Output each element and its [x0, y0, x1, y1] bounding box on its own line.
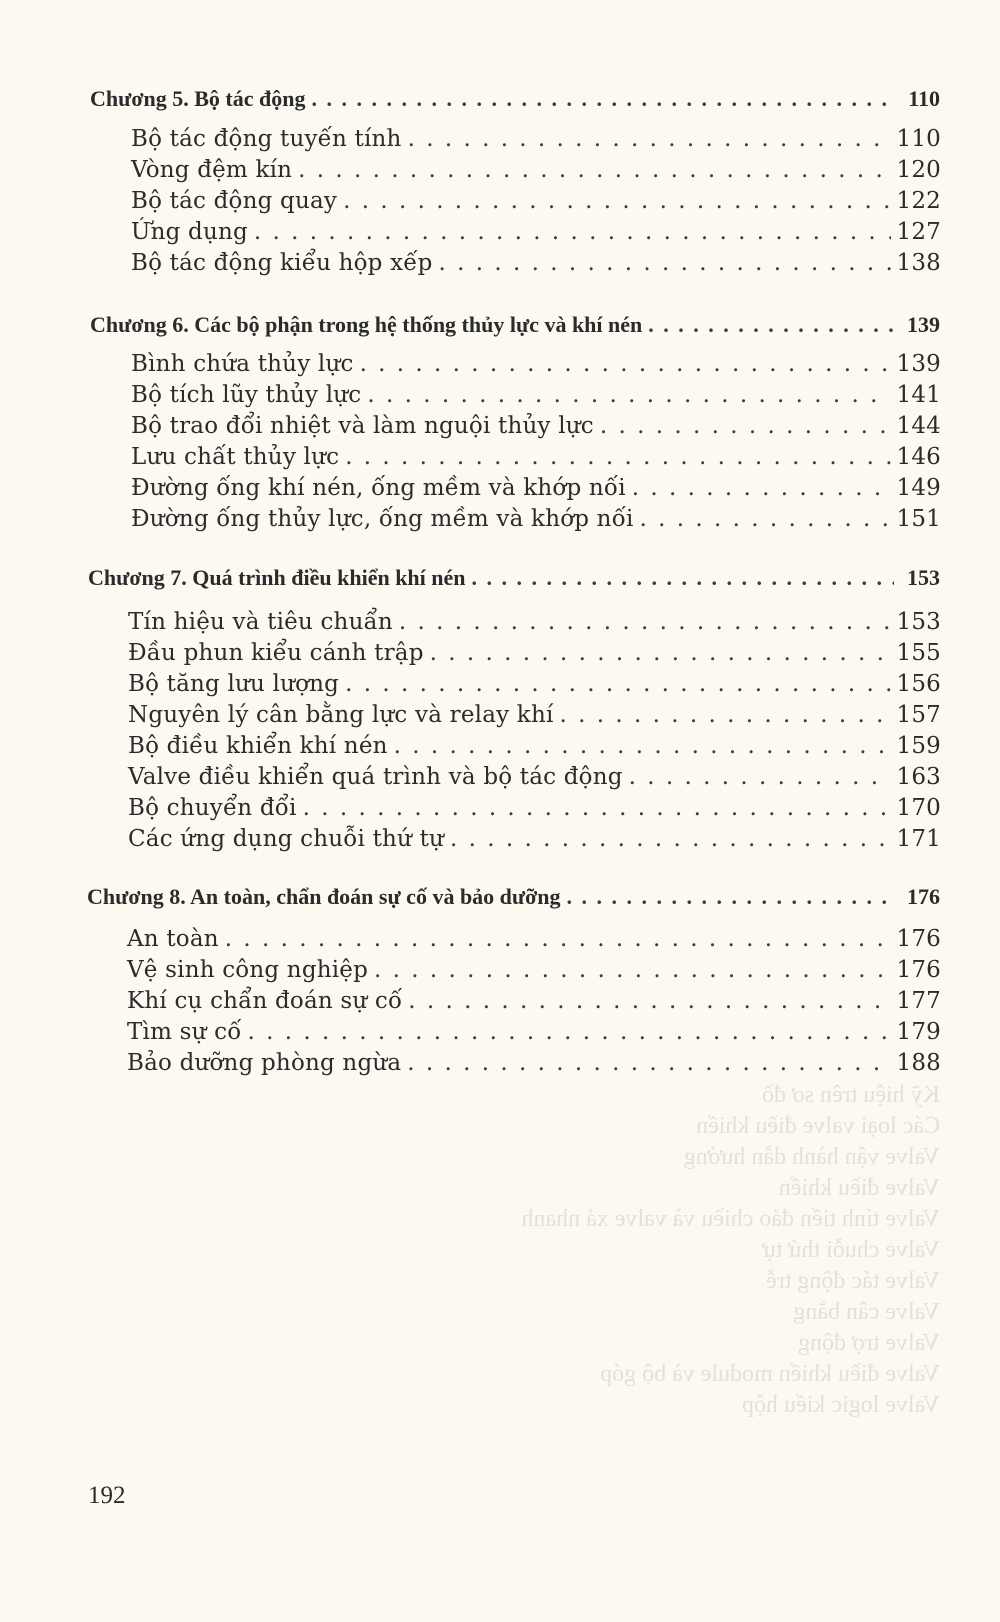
toc-entry[interactable] [127, 926, 941, 956]
leader-dots [360, 351, 891, 377]
entry-page: 176 [896, 926, 941, 952]
chapter-7-row[interactable] [88, 565, 940, 595]
chapter-6-row[interactable] [90, 312, 940, 342]
entry-title: Khí cụ chẩn đoán sự cố [127, 988, 403, 1014]
entry-title: Vệ sinh công nghiệp [127, 957, 369, 983]
leader-dots [408, 988, 890, 1014]
chapter-title: Chương 7. Quá trình điều khiển khí nén [88, 565, 466, 590]
leader-dots [648, 312, 894, 338]
chapter-title: Chương 8. An toàn, chẩn đoán sự cố và bảo dưỡng [87, 884, 561, 909]
entry-page: 159 [896, 733, 941, 759]
leader-dots [632, 475, 891, 501]
toc-entry[interactable] [128, 702, 941, 732]
toc-entry[interactable] [127, 1050, 941, 1080]
entry-page: 177 [896, 988, 941, 1014]
entry-title: Tín hiệu và tiêu chuẩn [128, 609, 393, 635]
page-number: 192 [88, 1482, 126, 1509]
toc-entry[interactable] [131, 250, 941, 280]
leader-dots [311, 86, 894, 112]
toc-entry[interactable] [131, 413, 941, 443]
leader-dots [343, 188, 890, 214]
leader-dots [600, 413, 891, 439]
toc-entry[interactable] [128, 609, 941, 639]
toc-entry[interactable] [131, 506, 941, 536]
entry-title: Nguyên lý cân bằng lực và relay khí [128, 702, 554, 728]
toc-entry[interactable] [128, 733, 941, 763]
entry-page: 163 [896, 764, 941, 790]
entry-title: An toàn [127, 926, 219, 952]
entry-page: 149 [896, 475, 941, 501]
entry-title: Bộ tăng lưu lượng [128, 671, 340, 697]
entry-page: 138 [896, 250, 941, 276]
entry-title: Đường ống thủy lực, ống mềm và khớp nối [131, 506, 634, 532]
chapter-page: 139 [907, 312, 940, 337]
entry-title: Các ứng dụng chuỗi thứ tự [128, 826, 445, 852]
leader-dots [472, 565, 894, 591]
leader-dots [225, 926, 891, 952]
toc-entry[interactable] [131, 351, 941, 381]
entry-title: Đầu phun kiểu cánh trập [128, 640, 424, 666]
entry-page: 188 [896, 1050, 941, 1076]
entry-title: Lưu chất thủy lực [131, 444, 340, 470]
toc-entry[interactable] [131, 126, 941, 156]
entry-title: Bộ tích lũy thủy lực [131, 382, 362, 408]
entry-title: Tìm sự cố [127, 1019, 242, 1045]
entry-title: Bảo dưỡng phòng ngừa [127, 1050, 402, 1076]
entry-page: 146 [896, 444, 941, 470]
toc-entry[interactable] [131, 188, 941, 218]
leader-dots [407, 1050, 890, 1076]
entry-page: 156 [896, 671, 941, 697]
toc-entry[interactable] [127, 988, 941, 1018]
leader-dots [248, 1019, 891, 1045]
toc-entry[interactable] [131, 475, 941, 505]
leader-dots [345, 444, 890, 470]
chapter-page: 153 [907, 565, 940, 590]
entry-page: 157 [896, 702, 941, 728]
toc-entry[interactable] [128, 795, 941, 825]
entry-title: Bình chứa thủy lực [131, 351, 354, 377]
leader-dots [254, 219, 891, 245]
chapter-page: 110 [908, 86, 940, 111]
toc-entry[interactable] [131, 219, 941, 249]
leader-dots [367, 382, 890, 408]
chapter-8-row[interactable] [87, 884, 940, 914]
entry-page: 171 [896, 826, 941, 852]
entry-page: 179 [896, 1019, 941, 1045]
entry-page: 176 [896, 957, 941, 983]
entry-page: 170 [896, 795, 941, 821]
entry-page: 153 [896, 609, 941, 635]
leader-dots [560, 702, 891, 728]
leader-dots [430, 640, 891, 666]
leader-dots [450, 826, 890, 852]
leader-dots [399, 609, 891, 635]
entry-page: 155 [896, 640, 941, 666]
toc-entry[interactable] [128, 764, 941, 794]
show-through-text: Kỹ hiệu trên sơ đồ Các loại valve điều khiển Valve vận hành dẫn hướng Valve điều khiển Valve tính tiến đảo chiều và valve xả nhanh Valve chuỗi thứ tự Valve tác động trễ Valve cân bằng Valve trợ động Valve điều khiển module và bộ góp Valve logic kiểu hộp [521, 1082, 940, 1418]
entry-title: Bộ điều khiển khí nén [128, 733, 388, 759]
toc-entry[interactable] [131, 157, 941, 187]
leader-dots [408, 126, 891, 152]
leader-dots [394, 733, 891, 759]
toc-entry[interactable] [128, 671, 941, 701]
chapter-title: Chương 6. Các bộ phận trong hệ thống thủy lực và khí nén [90, 312, 643, 337]
entry-page: 122 [896, 188, 941, 214]
entry-title: Bộ trao đổi nhiệt và làm nguội thủy lực [131, 413, 594, 439]
toc-entry[interactable] [128, 640, 941, 670]
entry-page: 120 [896, 157, 941, 183]
leader-dots [439, 250, 891, 276]
leader-dots [298, 157, 890, 183]
toc-entry[interactable] [131, 444, 941, 474]
entry-page: 139 [896, 351, 941, 377]
entry-page: 110 [896, 126, 941, 152]
entry-title: Đường ống khí nén, ống mềm và khớp nối [131, 475, 626, 501]
entry-page: 127 [896, 219, 941, 245]
entry-page: 141 [896, 382, 941, 408]
entry-title: Bộ tác động kiểu hộp xếp [131, 250, 433, 276]
toc-entry[interactable] [127, 957, 941, 987]
toc-entry[interactable] [131, 382, 941, 412]
leader-dots [567, 884, 894, 910]
entry-title: Bộ tác động tuyến tính [131, 126, 402, 152]
entry-title: Bộ chuyển đổi [128, 795, 297, 821]
leader-dots [345, 671, 890, 697]
toc-entry[interactable] [128, 826, 941, 856]
entry-title: Vòng đệm kín [131, 157, 293, 183]
entry-title: Valve điều khiển quá trình và bộ tác động [128, 764, 623, 790]
chapter-5-row[interactable] [90, 86, 940, 116]
leader-dots [303, 795, 891, 821]
toc-entry[interactable] [127, 1019, 941, 1049]
chapter-page: 176 [907, 884, 940, 909]
leader-dots [374, 957, 890, 983]
chapter-title: Chương 5. Bộ tác động [90, 86, 306, 111]
entry-page: 144 [896, 413, 941, 439]
entry-title: Bộ tác động quay [131, 188, 338, 214]
leader-dots [640, 506, 891, 532]
entry-title: Ứng dụng [131, 219, 248, 245]
leader-dots [629, 764, 891, 790]
entry-page: 151 [896, 506, 941, 532]
